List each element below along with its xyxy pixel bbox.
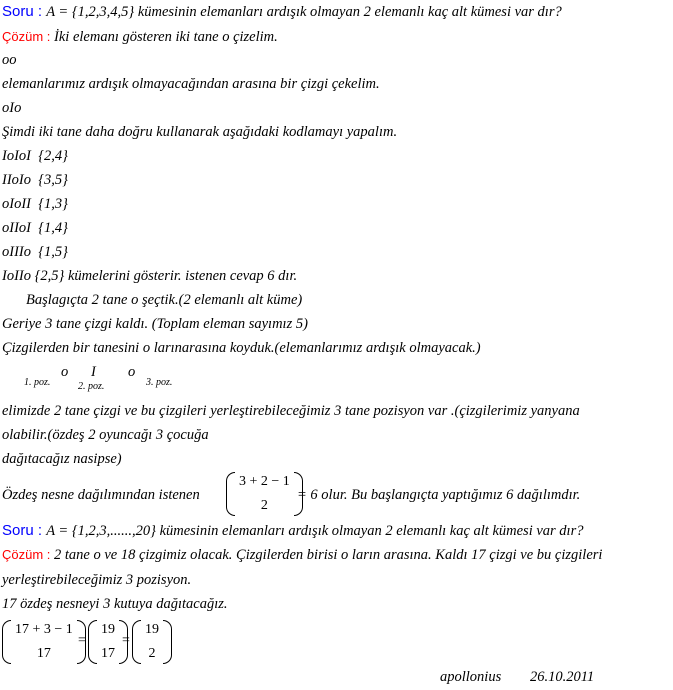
date: 26.10.2011 bbox=[530, 669, 595, 685]
solution-2-intro: Çözüm : 2 tane o ve 18 çizgimiz olacak. Çizgilerden birisi o ların arasına. Kaldı 17 çizgi ve bu çizgileri bbox=[2, 547, 603, 563]
solution-line: Çizgilerden bir tanesini o larınarasına koyduk.(elemanlarımız ardışık olmayacak.) bbox=[2, 340, 481, 356]
binomial-coefficient bbox=[2, 620, 86, 664]
solution-line: Geriye 3 tane çizgi kaldı. (Toplam eleman sayımız 5) bbox=[2, 316, 308, 332]
position-symbol: I bbox=[91, 364, 96, 380]
binom-bottom: 17 bbox=[36, 646, 51, 661]
binom-top: 19 bbox=[145, 622, 159, 637]
left-paren bbox=[226, 472, 235, 516]
binom-top: 17 + 3 − 1 bbox=[15, 622, 73, 637]
position-symbol: o bbox=[128, 364, 136, 380]
equals-sign: = bbox=[122, 633, 130, 648]
position-label: 2. poz. bbox=[78, 381, 105, 392]
code-row: IIoIo {3,5} bbox=[2, 172, 68, 188]
equals-sign: = bbox=[78, 633, 86, 648]
binom-top: 19 bbox=[101, 622, 115, 637]
position-label: 1. poz. bbox=[24, 377, 51, 388]
author: apollonius bbox=[440, 669, 502, 685]
question-2: Soru : A = {1,2,3,......,20} kümesinin elemanları ardışık olmayan 2 elemanlı kaç alt kümesi var dır? bbox=[2, 522, 584, 539]
solution-line-post: = 6 olur. Bu başlangıçta yaptığımız 6 dağılımdır. bbox=[297, 487, 581, 503]
code-row: oIIoI {1,4} bbox=[2, 220, 68, 236]
question-label: Soru bbox=[2, 522, 34, 539]
binomial-coefficient bbox=[226, 472, 303, 516]
solution-line: yerleştirebileceğimiz 3 pozisyon. bbox=[2, 572, 192, 588]
position-symbol: o bbox=[61, 364, 69, 380]
solution-line-pre: Özdeş nesne dağılımından istenen bbox=[2, 487, 200, 503]
solution-line: dağıtacağız nasipse) bbox=[2, 451, 122, 467]
code-row: oIoII {1,3} bbox=[2, 196, 68, 212]
position-label: 3. poz. bbox=[146, 377, 173, 388]
binom-bottom: 2 bbox=[260, 498, 268, 513]
set-expression: A = {1,2,3,4,5} bbox=[46, 4, 135, 20]
solution-line: oIo bbox=[2, 100, 22, 116]
set-expression: A = {1,2,3,......,20} bbox=[46, 523, 156, 539]
solution-label: Çözüm : bbox=[2, 547, 51, 562]
question-text: kümesinin elemanları ardışık olmayan 2 elemanlı kaç alt kümesi var dır? bbox=[155, 523, 584, 539]
solution-line: olabilir.(özdeş 2 oyuncağı 3 çocuğa bbox=[2, 427, 209, 443]
solution-line: 17 özdeş nesneyi 3 kutuya dağıtacağız. bbox=[2, 596, 228, 612]
code-row-last: IoIIo {2,5} kümelerini gösterir. istenen cevap 6 dır. bbox=[2, 268, 298, 284]
binomial-coefficient bbox=[132, 620, 172, 664]
solution-line: elimizde 2 tane çizgi ve bu çizgileri yerleştirebileceğimiz 3 tane pozisyon var .(çizgilerimiz yanyana bbox=[2, 403, 580, 419]
binom-bottom: 2 bbox=[148, 646, 156, 661]
solution-line: oo bbox=[2, 52, 17, 68]
binom-top: 3 + 2 − 1 bbox=[239, 474, 290, 489]
binom-bottom: 17 bbox=[101, 646, 115, 661]
question-text: kümesinin elemanları ardışık olmayan 2 elemanlı kaç alt kümesi var dır? bbox=[134, 4, 562, 20]
code-row: IoIoI {2,4} bbox=[2, 148, 68, 164]
question-1: Soru : A = {1,2,3,4,5} kümesinin elemanları ardışık olmayan 2 elemanlı kaç alt kümesi var dır? bbox=[2, 3, 562, 20]
solution-1-intro: Çözüm : İki elemanı gösteren iki tane o çizelim. bbox=[2, 29, 278, 45]
solution-line: Başlagıçta 2 tane o şeçtik.(2 elemanlı alt küme) bbox=[26, 292, 303, 308]
solution-label: Çözüm : bbox=[2, 29, 51, 44]
question-label: Soru bbox=[2, 3, 34, 20]
solution-line: elemanlarımız ardışık olmayacağından arasına bir çizgi çekelim. bbox=[2, 76, 380, 92]
solution-line: Şimdi iki tane daha doğru kullanarak aşağıdaki kodlamayı yapalım. bbox=[2, 124, 398, 140]
code-row: oIIIo {1,5} bbox=[2, 244, 68, 260]
